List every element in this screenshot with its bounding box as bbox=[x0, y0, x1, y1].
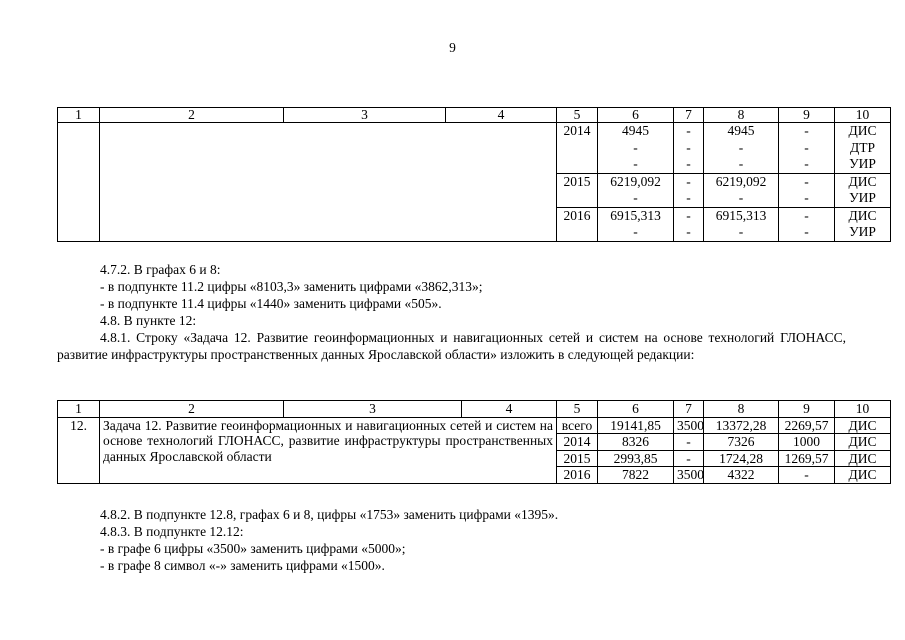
paragraph-block bbox=[57, 330, 846, 363]
col-header-8: 8 bbox=[704, 108, 779, 123]
value: ДИС bbox=[848, 123, 877, 138]
year-cell: 2015 bbox=[557, 173, 598, 207]
col-header-4: 4 bbox=[462, 401, 557, 418]
amount-cell bbox=[598, 207, 674, 241]
amount-cell: - bbox=[674, 450, 704, 467]
value: - bbox=[804, 173, 809, 189]
amount-cell bbox=[674, 207, 704, 241]
value: - bbox=[686, 207, 691, 223]
value: УИР bbox=[849, 156, 876, 171]
amount-cell: 7326 bbox=[704, 434, 779, 451]
year-cell: 2016 bbox=[557, 207, 598, 241]
value: 4945 bbox=[622, 123, 649, 138]
value: - bbox=[686, 190, 691, 205]
amount-cell: 3500 bbox=[674, 467, 704, 484]
col-header-8: 8 bbox=[704, 401, 779, 418]
table-row bbox=[58, 123, 891, 174]
col-header-3: 3 bbox=[284, 108, 446, 123]
table-header-row bbox=[58, 401, 891, 418]
value: 4945 bbox=[727, 123, 755, 138]
value: УИР bbox=[849, 190, 876, 205]
value: - bbox=[738, 139, 744, 155]
col-header-6: 6 bbox=[598, 401, 674, 418]
value: - bbox=[633, 224, 638, 239]
amount-cell bbox=[704, 123, 779, 174]
col-header-10: 10 bbox=[835, 401, 891, 418]
amount-cell: 1269,57 bbox=[779, 450, 835, 467]
value: 6219,092 bbox=[610, 173, 661, 189]
col-header-9: 9 bbox=[779, 401, 835, 418]
col-header-10: 10 bbox=[835, 108, 891, 123]
value: - bbox=[633, 190, 638, 205]
value: - bbox=[738, 156, 744, 171]
value: - bbox=[804, 207, 809, 223]
value: - bbox=[804, 156, 809, 171]
col-header-5: 5 bbox=[557, 401, 598, 418]
value: - bbox=[804, 139, 809, 155]
amount-cell bbox=[674, 173, 704, 207]
amount-cell bbox=[779, 207, 835, 241]
executor-cell: ДИС bbox=[835, 467, 891, 484]
value: - bbox=[738, 224, 744, 239]
amount-cell: - bbox=[779, 467, 835, 484]
page-number: 9 bbox=[449, 40, 456, 55]
row-number: 12. bbox=[58, 417, 100, 483]
amount-cell: - bbox=[674, 434, 704, 451]
amount-cell bbox=[598, 123, 674, 174]
amount-cell: 8326 bbox=[598, 434, 674, 451]
table-row bbox=[58, 417, 891, 434]
value: - bbox=[686, 139, 691, 155]
value: 6915,313 bbox=[715, 207, 767, 223]
col-header-2: 2 bbox=[100, 401, 284, 418]
continuation-table bbox=[57, 107, 891, 242]
value: ДИС bbox=[848, 207, 877, 223]
value: - bbox=[686, 156, 691, 171]
paragraph: 4.8.2. В подпункте 12.8, графах 6 и 8, цифры «1753» заменить цифрами «1395». bbox=[100, 507, 559, 522]
amount-cell bbox=[779, 123, 835, 174]
col-header-7: 7 bbox=[674, 401, 704, 418]
amount-cell bbox=[704, 173, 779, 207]
year-cell: 2015 bbox=[557, 450, 598, 467]
amount-cell: 19141,85 bbox=[598, 417, 674, 434]
value: - bbox=[804, 123, 809, 138]
year-cell: 2016 bbox=[557, 467, 598, 484]
paragraph: - в графе 8 символ «-» заменить цифрами «1500». bbox=[100, 558, 385, 573]
table-header-row bbox=[58, 108, 891, 123]
task-12-table bbox=[57, 400, 891, 484]
amount-cell bbox=[674, 123, 704, 174]
value: 6219,092 bbox=[715, 173, 767, 189]
col-header-7: 7 bbox=[674, 108, 704, 123]
col-header-1: 1 bbox=[58, 401, 100, 418]
executor-cell bbox=[835, 207, 891, 241]
amount-cell: 1000 bbox=[779, 434, 835, 451]
col-header-6: 6 bbox=[598, 108, 674, 123]
value: УИР bbox=[849, 224, 876, 239]
col-header-1: 1 bbox=[58, 108, 100, 123]
col-header-3: 3 bbox=[284, 401, 462, 418]
amount-cell: 2269,57 bbox=[779, 417, 835, 434]
paragraph: 4.7.2. В графах 6 и 8: bbox=[100, 262, 221, 277]
value: - bbox=[686, 224, 691, 239]
col-header-5: 5 bbox=[557, 108, 598, 123]
amount-cell: 2993,85 bbox=[598, 450, 674, 467]
amount-cell bbox=[598, 173, 674, 207]
value: ДТР bbox=[850, 139, 875, 155]
paragraph: - в подпункте 11.4 цифры «1440» заменить цифрами «505». bbox=[100, 296, 442, 311]
col-header-2: 2 bbox=[100, 108, 284, 123]
value: - bbox=[686, 173, 691, 189]
year-cell: 2014 bbox=[557, 434, 598, 451]
col-header-4: 4 bbox=[446, 108, 557, 123]
executor-cell: ДИС bbox=[835, 450, 891, 467]
empty-cell bbox=[100, 123, 557, 242]
value: 6915,313 bbox=[610, 207, 661, 223]
executor-cell bbox=[835, 123, 891, 174]
amount-cell: 1724,28 bbox=[704, 450, 779, 467]
executor-cell: ДИС bbox=[835, 434, 891, 451]
paragraph: 4.8.3. В подпункте 12.12: bbox=[100, 524, 244, 539]
year-cell: всего bbox=[557, 417, 598, 434]
empty-cell bbox=[58, 123, 100, 242]
amount-cell: 13372,28 bbox=[704, 417, 779, 434]
amount-cell bbox=[779, 173, 835, 207]
executor-cell: ДИС bbox=[835, 417, 891, 434]
paragraph: - в подпункте 11.2 цифры «8103,3» заменить цифрами «3862,313»; bbox=[100, 279, 483, 294]
value: - bbox=[804, 190, 809, 205]
executor-cell bbox=[835, 173, 891, 207]
amount-cell: 4322 bbox=[704, 467, 779, 484]
amount-cell: 7822 bbox=[598, 467, 674, 484]
year-cell: 2014 bbox=[557, 123, 598, 174]
task-description: Задача 12. Развитие геоинформационных и навигационных сетей и систем на основе технологий ГЛОНАСС, развитие инфраструктуры пространственных данных Ярославской области bbox=[100, 417, 557, 483]
col-header-9: 9 bbox=[779, 108, 835, 123]
value: ДИС bbox=[848, 173, 877, 189]
paragraph: 4.8. В пункте 12: bbox=[100, 313, 197, 328]
value: - bbox=[633, 156, 638, 171]
amount-cell bbox=[704, 207, 779, 241]
value: - bbox=[686, 123, 691, 138]
value: - bbox=[804, 224, 809, 239]
value: - bbox=[633, 139, 638, 155]
paragraph: - в графе 6 цифры «3500» заменить цифрами «5000»; bbox=[100, 541, 406, 556]
amount-cell: 3500 bbox=[674, 417, 704, 434]
value: - bbox=[738, 190, 744, 205]
paragraph-text: 4.8.1. Строку «Задача 12. Развитие геоинформационных и навигационных сетей и систем на основе технологий ГЛОНАСС, развитие инфраструктуры пространственных данных Ярославской области» изложить в следующей редакции: bbox=[57, 330, 846, 362]
